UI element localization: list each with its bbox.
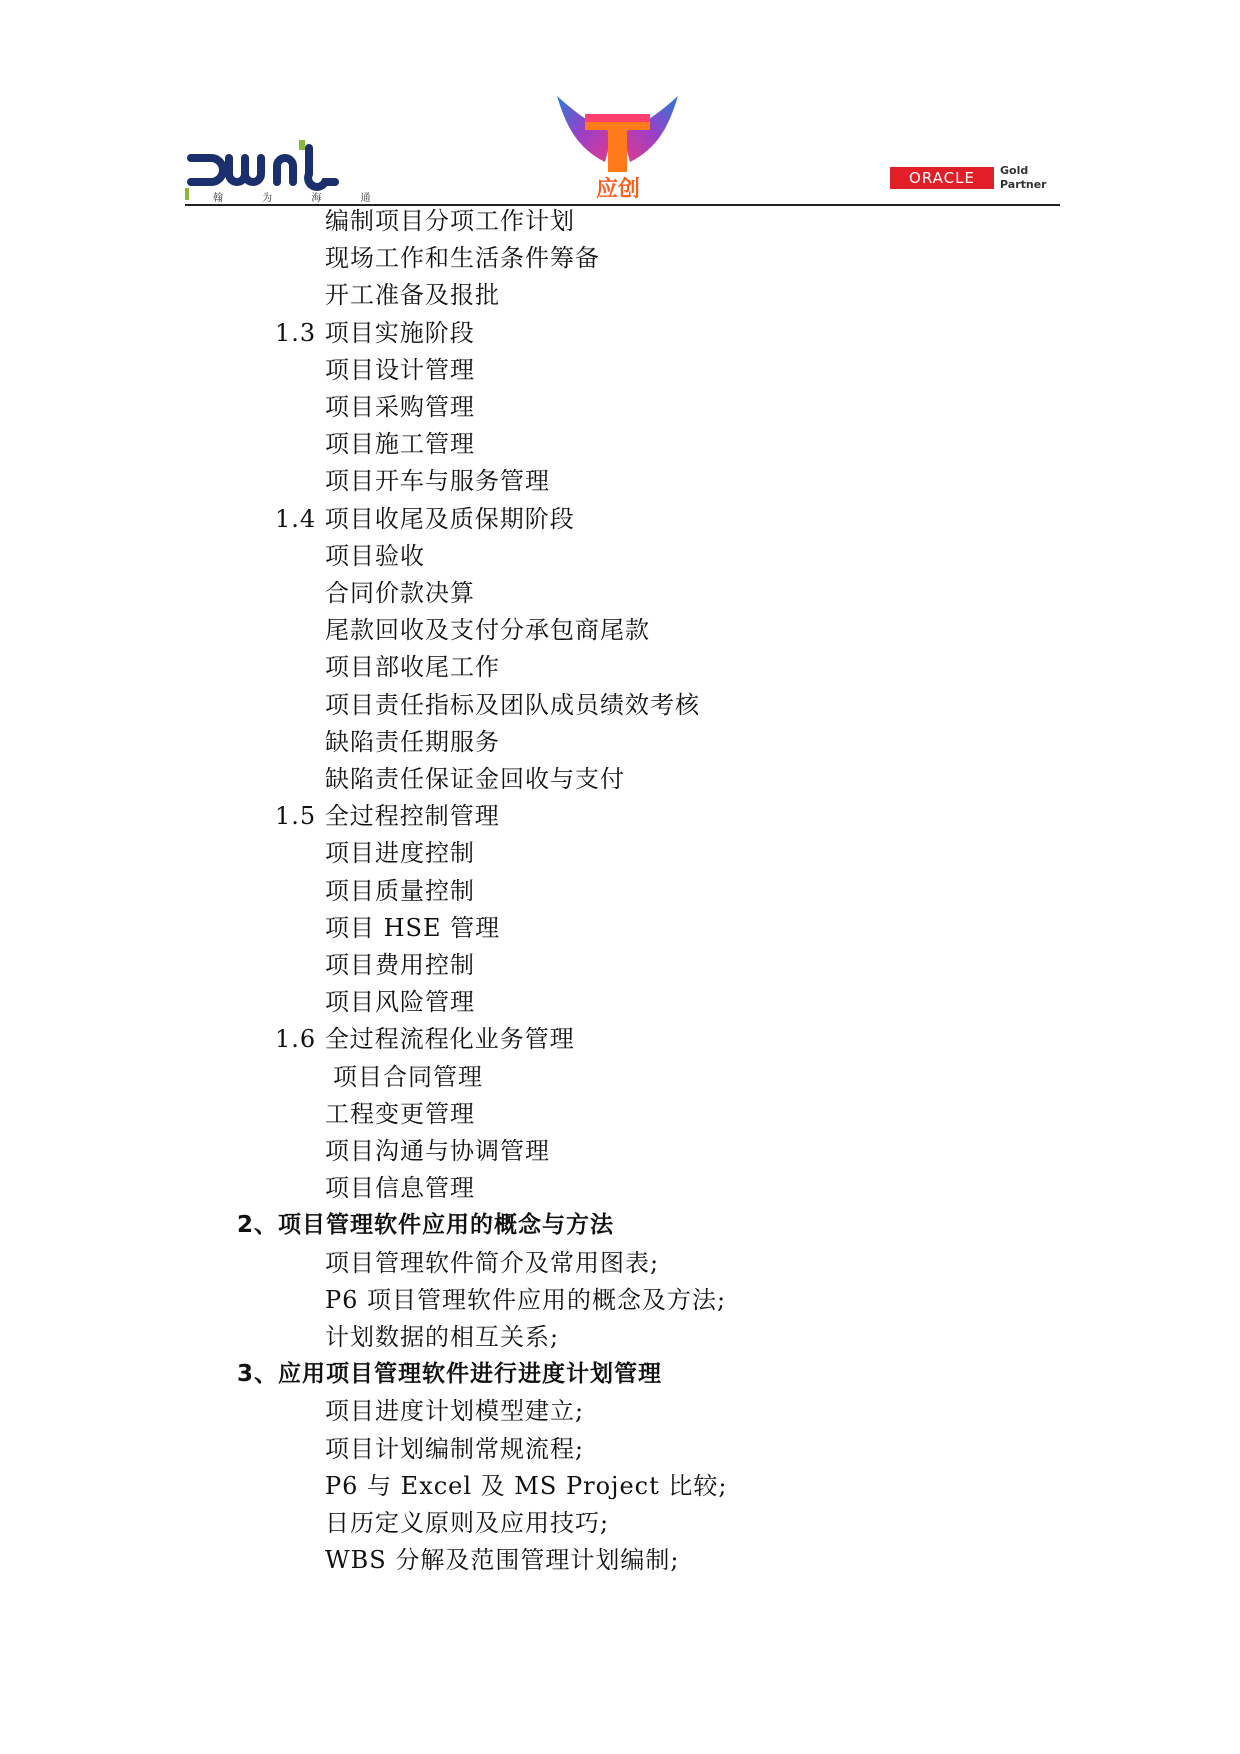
outline-item: 项目合同管理 [333, 1062, 483, 1091]
gold-text: Gold [1000, 164, 1029, 177]
outline-item: 计划数据的相互关系; [325, 1323, 560, 1351]
header-divider [185, 204, 1060, 206]
outline-item: 1.3 项目实施阶段 [275, 318, 475, 347]
outline-item: WBS 分解及范围管理计划编制; [325, 1546, 680, 1575]
outline-item: 项目部收尾工作 [325, 653, 500, 682]
outline-item: 工程变更管理 [325, 1099, 475, 1128]
outline-item: 尾款回收及支付分承包商尾款 [325, 616, 650, 645]
outline-item: 项目计划编制常规流程; [325, 1434, 585, 1463]
outline-item: 项目风险管理 [325, 988, 475, 1017]
section-heading: 2、项目管理软件应用的概念与方法 [237, 1212, 615, 1239]
outline-item: 项目管理软件简介及常用图表; [325, 1248, 660, 1277]
outline-item: 项目施工管理 [325, 430, 475, 459]
outline-item: 开工准备及报批 [325, 281, 500, 310]
section-heading: 3、应用项目管理软件进行进度计划管理 [237, 1361, 663, 1388]
outline-item: 项目进度计划模型建立; [325, 1397, 585, 1426]
outline-item: 1.4 项目收尾及质保期阶段 [275, 504, 575, 533]
page-header [0, 0, 1240, 210]
outline-item: 项目质量控制 [325, 876, 475, 905]
yingchuang-logo-text: 应创 [595, 177, 640, 202]
outline-item: 项目 HSE 管理 [325, 913, 501, 942]
outline-item: 缺陷责任保证金回收与支付 [325, 765, 625, 793]
outline-item: 项目信息管理 [325, 1174, 475, 1203]
outline-item: P6 与 Excel 及 MS Project 比较; [325, 1471, 728, 1500]
outline-item: 项目责任指标及团队成员绩效考核 [325, 690, 700, 719]
outline-item: 1.5 全过程控制管理 [275, 802, 500, 831]
oracle-logo: ORACLE [890, 167, 994, 189]
outline-item: 日历定义原则及应用技巧; [325, 1509, 610, 1537]
outline-item: 项目沟通与协调管理 [325, 1137, 550, 1165]
oracle-gold-partner-badge [890, 162, 1060, 196]
yingchuang-logo [555, 92, 680, 202]
outline-item: 项目设计管理 [325, 355, 475, 384]
outline-item: 项目开车与服务管理 [325, 467, 550, 496]
partner-text: Partner [1000, 178, 1047, 191]
outline-item: 缺陷责任期服务 [325, 727, 500, 756]
outline-item: 现场工作和生活条件筹备 [325, 244, 600, 273]
outline-item: 项目验收 [325, 541, 425, 570]
outline-item: 项目采购管理 [325, 393, 475, 421]
outline-item: P6 项目管理软件应用的概念及方法; [325, 1285, 727, 1314]
dwnt-logo-subtitle: 翰 为 海 通 [213, 193, 389, 204]
partner-tier-label [1000, 164, 1060, 192]
outline-item: 编制项目分项工作计划 [325, 207, 575, 235]
outline-item: 项目费用控制 [325, 951, 475, 979]
outline-item: 合同价款决算 [325, 579, 475, 607]
outline-item: 项目进度控制 [325, 839, 475, 868]
outline-item: 1.6 全过程流程化业务管理 [275, 1025, 575, 1054]
